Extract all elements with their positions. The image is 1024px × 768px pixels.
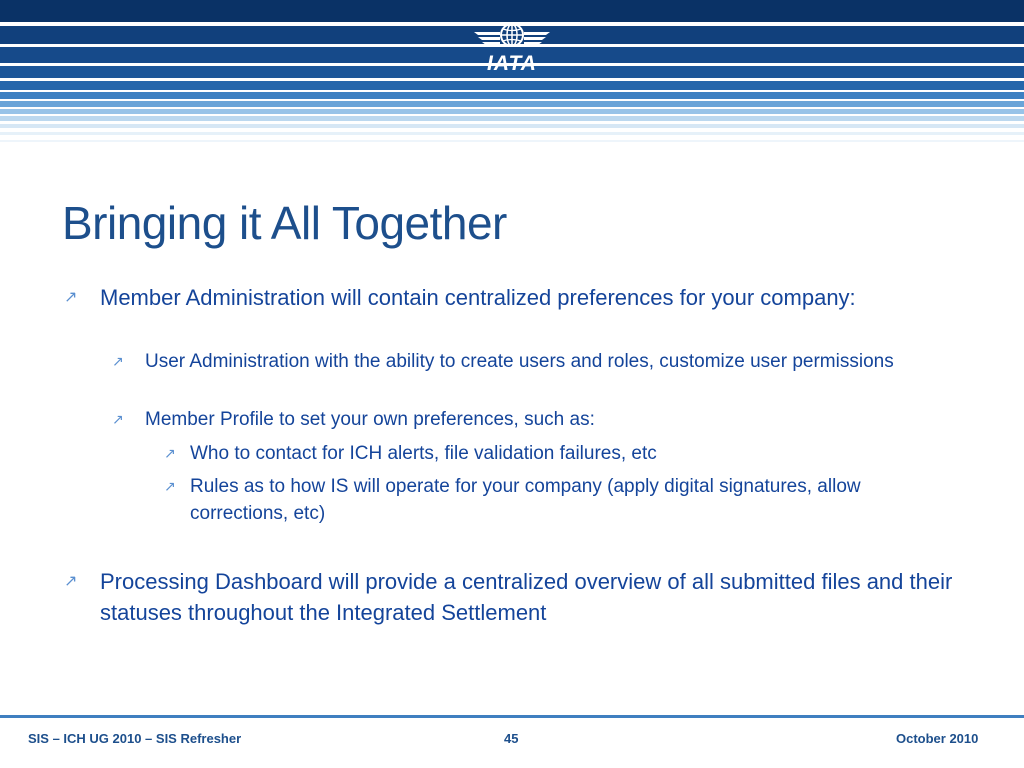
sub-sub-bullet-item [164, 440, 954, 467]
footer-divider [0, 715, 1024, 718]
bullet-arrow-icon: ↗ [164, 478, 176, 494]
page-number: 45 [504, 731, 519, 746]
header-stripe [0, 81, 1024, 90]
logo-text: IATA [487, 52, 537, 75]
bullet-arrow-icon: ↗ [112, 411, 124, 427]
header-stripe [0, 140, 1024, 142]
header-stripe [0, 92, 1024, 99]
slide-title: Bringing it All Together [62, 197, 507, 249]
footer-date: October 2010 [896, 731, 979, 746]
footer-left-text: SIS – ICH UG 2010 – SIS Refresher [28, 731, 242, 746]
iata-logo [470, 18, 554, 76]
header-banner [0, 0, 1024, 150]
bullet-text: Member Administration will contain centralized preferences for your company: [100, 285, 856, 310]
bullet-arrow-icon: ↗ [64, 289, 78, 306]
sub-sub-bullet-item [164, 473, 954, 527]
bullet-arrow-icon: ↗ [164, 445, 176, 461]
bullet-arrow-icon: ↗ [112, 353, 124, 369]
bullet-item [64, 282, 944, 313]
bullet-item [64, 566, 954, 628]
bullet-text: Rules as to how IS will operate for your company (apply digital signatures, allow corrections, etc) [190, 476, 861, 524]
bullet-text: User Administration with the ability to create users and roles, customize user permissions [145, 351, 894, 372]
sub-bullet-item [112, 348, 942, 375]
sub-bullet-item [112, 406, 942, 433]
bullet-text: Processing Dashboard will provide a centralized overview of all submitted files and their statuses throughout the Integrated Settlement [100, 569, 953, 625]
bullet-arrow-icon: ↗ [64, 573, 78, 590]
bullet-text: Who to contact for ICH alerts, file validation failures, etc [190, 443, 657, 464]
bullet-text: Member Profile to set your own preferences, such as: [145, 409, 595, 430]
